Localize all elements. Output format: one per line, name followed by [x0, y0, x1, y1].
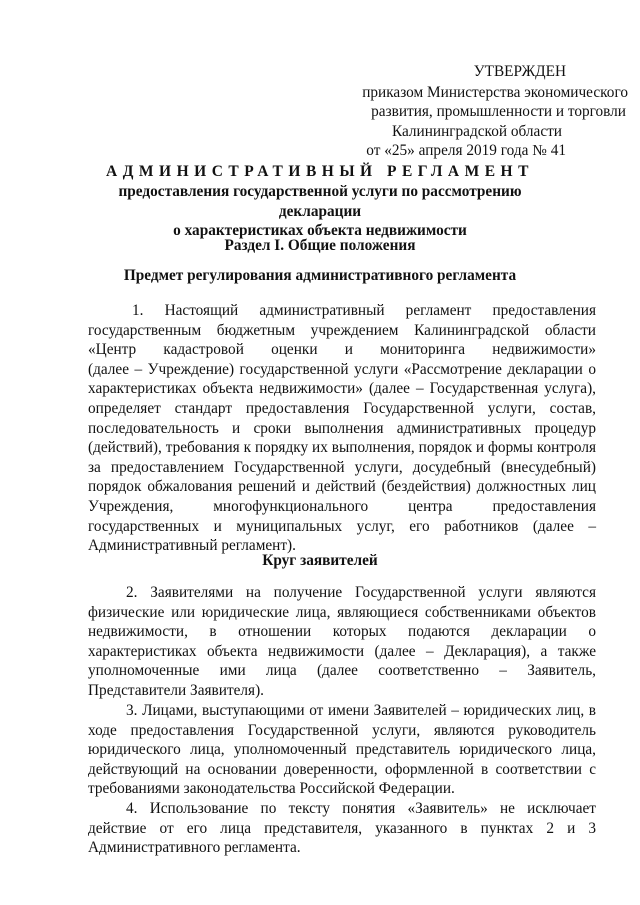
approval-line-1: приказом Министерства экономического	[362, 83, 628, 101]
paragraph-4	[88, 799, 596, 858]
section-1-subheading: Предмет регулирования административного регламента	[123, 267, 517, 284]
paragraph-1-line: за предоставлением Государственной услуги, досудебный (внесудебный)	[88, 458, 596, 476]
paragraph-2-line: характеристиках объекта недвижимости (далее – Декларация), а также	[88, 642, 596, 660]
document-subtitle	[80, 182, 560, 241]
paragraph-3-line: 3. Лицами, выступающими от имени Заявителей – юридических лиц, в	[126, 702, 596, 719]
section-1-heading: Раздел I. Общие положения	[224, 237, 416, 254]
approval-line-3: Калининградской области	[391, 122, 562, 140]
paragraph-4-line: 4. Использование по тексту понятия «Заявитель» не исключает	[126, 800, 596, 817]
approval-block	[338, 62, 628, 161]
paragraph-2-line: физические или юридические лица, являющиеся собственниками объектов	[88, 603, 596, 621]
document-title: АДМИНИСТРАТИВНЫЙ РЕГЛАМЕНТ	[106, 163, 534, 180]
paragraph-1	[88, 301, 596, 556]
paragraph-3-line: действующий на основании доверенности, оформленной в соответствии с	[88, 760, 596, 778]
paragraph-2-line: уполномоченные ими лица (далее соответственно – Заявитель,	[88, 662, 596, 680]
paragraph-2	[88, 583, 596, 701]
paragraph-2-line: 2. Заявителями на получение Государственной услуги являются	[126, 584, 596, 601]
paragraph-3	[88, 701, 596, 799]
paragraph-3-line: требованиями законодательства Российской Федерации.	[88, 780, 455, 798]
paragraph-4-line: действие от его лица представителя, указанного в пунктах 2 и 3	[88, 819, 596, 837]
document-subtitle-line-2: о характеристиках объекта недвижимости	[173, 222, 467, 240]
paragraph-1-line: порядок обжалования решений и действий (бездействия) должностных лиц	[88, 478, 596, 496]
paragraph-2-line: Представители Заявителя).	[88, 681, 265, 699]
paragraph-1-line: Учреждения, многофункционального центра предоставления	[88, 497, 596, 515]
paragraph-1-line: «Центр кадастровой оценки и мониторинга недвижимости»	[88, 341, 596, 359]
paragraph-3-line: юридического лица, уполномоченный представитель юридического лица,	[88, 741, 596, 759]
paragraph-1-line: Административный регламент).	[88, 537, 296, 555]
paragraph-1-line: (действий), требования к порядку их выполнения, порядок и формы контроля	[88, 439, 596, 457]
paragraph-2-line: недвижимости, в отношении которых подаются декларации о	[88, 623, 596, 641]
document-subtitle-line-1: предоставления государственной услуги по рассмотрению декларации	[118, 183, 522, 220]
section-2-heading: Круг заявителей	[262, 552, 378, 569]
paragraph-1-line: государственным бюджетным учреждением Калининградской области	[88, 321, 596, 339]
paragraph-1-line: государственных и муниципальных услуг, его работников (далее –	[88, 517, 596, 535]
approval-title: УТВЕРЖДЕН	[473, 63, 566, 80]
approval-line-2: развития, промышленности и торговли	[371, 103, 626, 121]
paragraph-1-line: 1. Настоящий административный регламент предоставления	[132, 302, 596, 319]
paragraph-4-line: Административного регламента.	[88, 839, 301, 857]
paragraph-1-line: характеристиках объекта недвижимости» (далее – Государственная услуга),	[88, 380, 596, 398]
paragraph-1-line: последовательность и сроки выполнения административных процедур	[88, 419, 596, 437]
paragraph-3-line: ходе предоставления Государственной услуги, являются руководитель	[88, 721, 596, 739]
approval-line-4: от «25» апреля 2019 года № 41	[366, 142, 566, 160]
paragraph-1-line: определяет стандарт предоставления Государственной услуги, состав,	[88, 399, 596, 417]
paragraph-1-line: (далее – Учреждение) государственной услуги «Рассмотрение декларации о	[88, 360, 596, 378]
